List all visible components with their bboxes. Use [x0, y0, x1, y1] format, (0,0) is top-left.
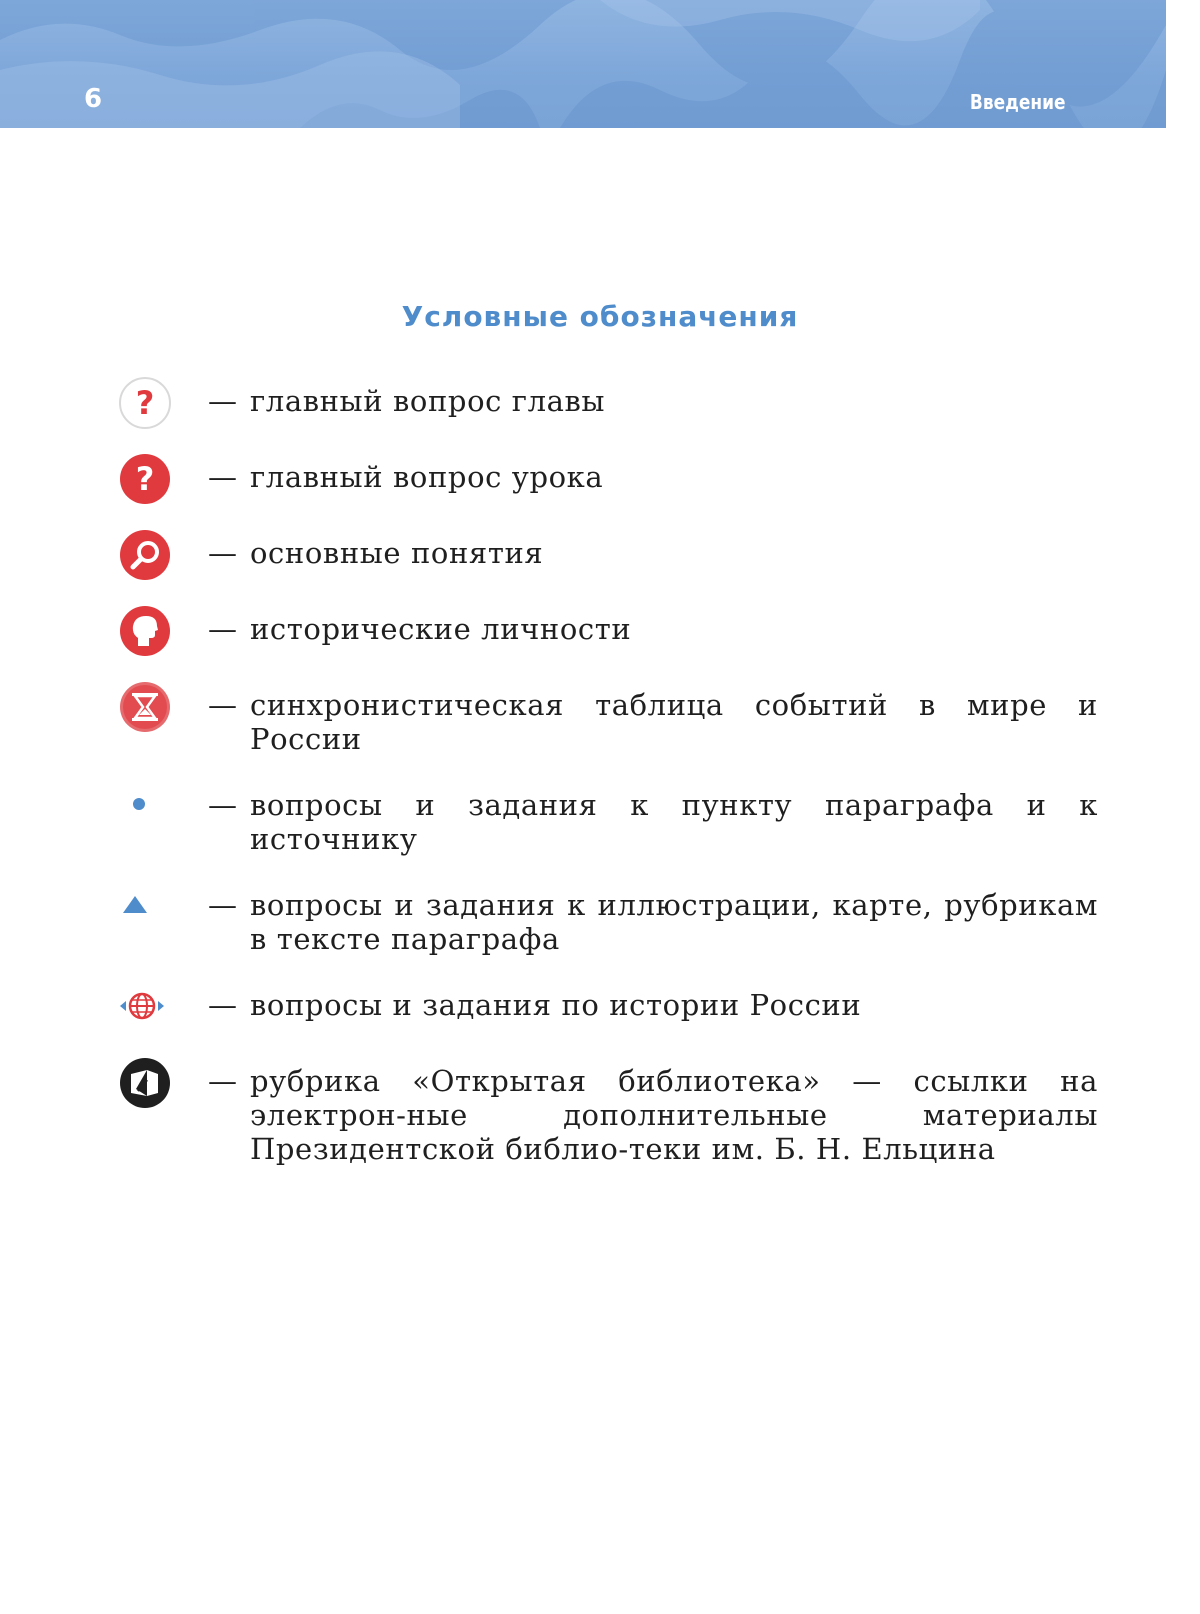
magnifier-icon: [118, 528, 208, 580]
legend-text: вопросы и задания по истории России: [250, 988, 862, 1022]
section-title: Введение: [970, 90, 1066, 114]
open-library-icon: [118, 1056, 208, 1108]
legend-item-paragraph-questions: [118, 780, 1098, 856]
legend-item-open-library: [118, 1056, 1098, 1166]
legend-list: [118, 376, 1098, 1190]
globe-icon: [118, 980, 208, 1032]
legend-item-lesson-question: [118, 452, 1098, 504]
legend-dash: —: [208, 688, 237, 722]
legend-dash: —: [208, 1064, 237, 1098]
legend-dash: —: [208, 460, 237, 494]
legend-text: главный вопрос главы: [250, 384, 606, 418]
legend-item-illustration-questions: [118, 880, 1098, 956]
person-head-icon: [118, 604, 208, 656]
chapter-question-icon: [118, 376, 208, 428]
legend-text: основные понятия: [250, 536, 544, 570]
legend-dash: —: [208, 536, 237, 570]
legend-dash: —: [208, 788, 237, 822]
legend-item-historical-persons: [118, 604, 1098, 656]
blue-triangle-icon: [118, 880, 208, 932]
legend-text: рубрика «Открытая библиотека» — ссылки на электрон-ные дополнительные материалы Президентской библио-теки им. Б. Н. Ельцина: [250, 1064, 1098, 1166]
hourglass-icon: [118, 680, 208, 732]
legend-item-chapter-question: [118, 376, 1098, 428]
legend-dash: —: [208, 612, 237, 646]
svg-text:?: ?: [135, 384, 155, 422]
lesson-question-icon: [118, 452, 208, 504]
legend-item-key-concepts: [118, 528, 1098, 580]
legend-text: главный вопрос урока: [250, 460, 604, 494]
svg-text:?: ?: [135, 460, 155, 498]
legend-text: исторические личности: [250, 612, 632, 646]
legend-text: вопросы и задания к пункту параграфа и к источнику: [250, 788, 1098, 856]
legend-item-russia-history: [118, 980, 1098, 1032]
legend-dash: —: [208, 888, 237, 922]
legend-text: вопросы и задания к иллюстрации, карте, рубрикам в тексте параграфа: [250, 888, 1098, 956]
legend-title: Условные обозначения: [401, 300, 799, 333]
header-band: [0, 0, 1166, 128]
legend-text: синхронистическая таблица событий в мире и России: [250, 688, 1098, 756]
blue-dot-icon: [118, 780, 208, 832]
legend-item-synchronistic-table: [118, 680, 1098, 756]
legend-dash: —: [208, 384, 237, 418]
page-number: 6: [84, 84, 103, 114]
legend-dash: —: [208, 988, 237, 1022]
